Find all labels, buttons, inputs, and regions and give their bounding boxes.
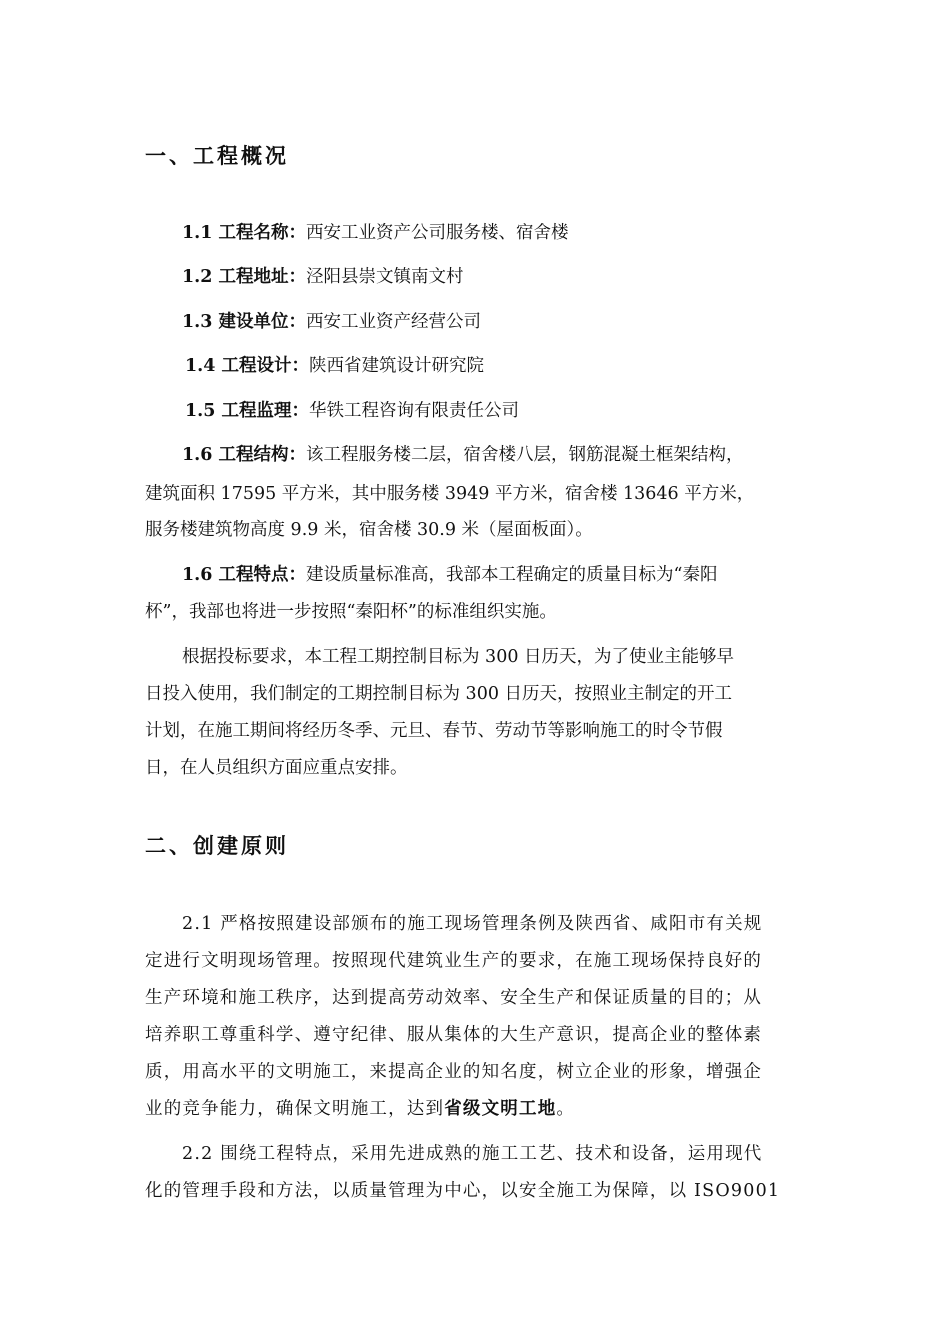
item-label: 1.2 工程地址： <box>182 267 307 287</box>
principle-2-line-1: 2.2 围绕工程特点，采用先进成熟的施工工艺、技术和设备，运用现代 <box>182 1144 763 1164</box>
item-project-supervision <box>185 397 519 422</box>
schedule-line-4: 日，在人员组织方面应重点安排。 <box>145 758 408 778</box>
structure-line-1 <box>182 441 744 466</box>
principle-1-line-1: 2.1 严格按照建设部颁布的施工现场管理条例及陕西省、咸阳市有关规 <box>182 914 763 934</box>
item-label: 1.6 工程结构： <box>182 445 307 465</box>
item-value: 泾阳县崇文镇南文村 <box>306 267 464 287</box>
item-value: 西安工业资产公司服务楼、宿舍楼 <box>306 223 569 243</box>
features-text: 建设质量标准高，我部本工程确定的质量目标为“秦阳 <box>306 565 718 585</box>
schedule-line-3: 计划，在施工期间将经历冬季、元旦、春节、劳动节等影响施工的时令节假 <box>145 721 723 741</box>
schedule-line-1: 根据投标要求，本工程工期控制目标为 300 日历天，为了使业主能够早 <box>182 647 735 667</box>
item-label: 1.4 工程设计： <box>185 356 310 376</box>
item-construction-unit <box>182 308 481 333</box>
principle-1-line-6 <box>145 1095 575 1120</box>
section-2-heading: 二、创建原则 <box>145 834 289 858</box>
item-label: 1.5 工程监理： <box>185 401 310 421</box>
principle-1-line-5: 质，用高水平的文明施工，来提高企业的知名度，树立企业的形象，增强企 <box>145 1062 763 1082</box>
principle-highlight: 省级文明工地 <box>444 1099 557 1119</box>
item-value: 华铁工程咨询有限责任公司 <box>309 401 520 421</box>
structure-line-3: 服务楼建筑物高度 9.9 米，宿舍楼 30.9 米（屋面板面）。 <box>145 520 593 540</box>
features-line-2: 杯”，我部也将进一步按照“秦阳杯”的标准组织实施。 <box>145 602 557 622</box>
item-label: 1.6 工程特点： <box>182 565 307 585</box>
principle-1-line-2: 定进行文明现场管理。按照现代建筑业生产的要求，在施工现场保持良好的 <box>145 951 763 971</box>
item-project-address <box>182 263 464 288</box>
principle-text: 业的竞争能力，确保文明施工，达到 <box>145 1099 445 1119</box>
structure-line-2: 建筑面积 17595 平方米，其中服务楼 3949 平方米，宿舍楼 13646 平方米， <box>145 484 755 504</box>
section-1-heading: 一、工程概况 <box>145 144 289 168</box>
item-label: 1.3 建设单位： <box>182 312 307 332</box>
principle-text: 。 <box>556 1099 576 1119</box>
item-label: 1.1 工程名称： <box>182 223 307 243</box>
features-line-1 <box>182 561 718 586</box>
principle-1-line-3: 生产环境和施工秩序，达到提高劳动效率、安全生产和保证质量的目的；从 <box>145 988 763 1008</box>
item-project-design <box>185 352 484 377</box>
principle-2-line-2: 化的管理手段和方法，以质量管理为中心，以安全施工为保障，以 ISO9001 <box>145 1181 781 1201</box>
item-value: 西安工业资产经营公司 <box>306 312 482 332</box>
principle-1-line-4: 培养职工尊重科学、遵守纪律、服从集体的大生产意识，提高企业的整体素 <box>145 1025 763 1045</box>
item-value: 陕西省建筑设计研究院 <box>309 356 485 376</box>
schedule-line-2: 日投入使用，我们制定的工期控制目标为 300 日历天，按照业主制定的开工 <box>145 684 733 704</box>
item-project-name <box>182 219 569 244</box>
structure-text: 该工程服务楼二层，宿舍楼八层，钢筋混凝土框架结构， <box>306 445 744 465</box>
